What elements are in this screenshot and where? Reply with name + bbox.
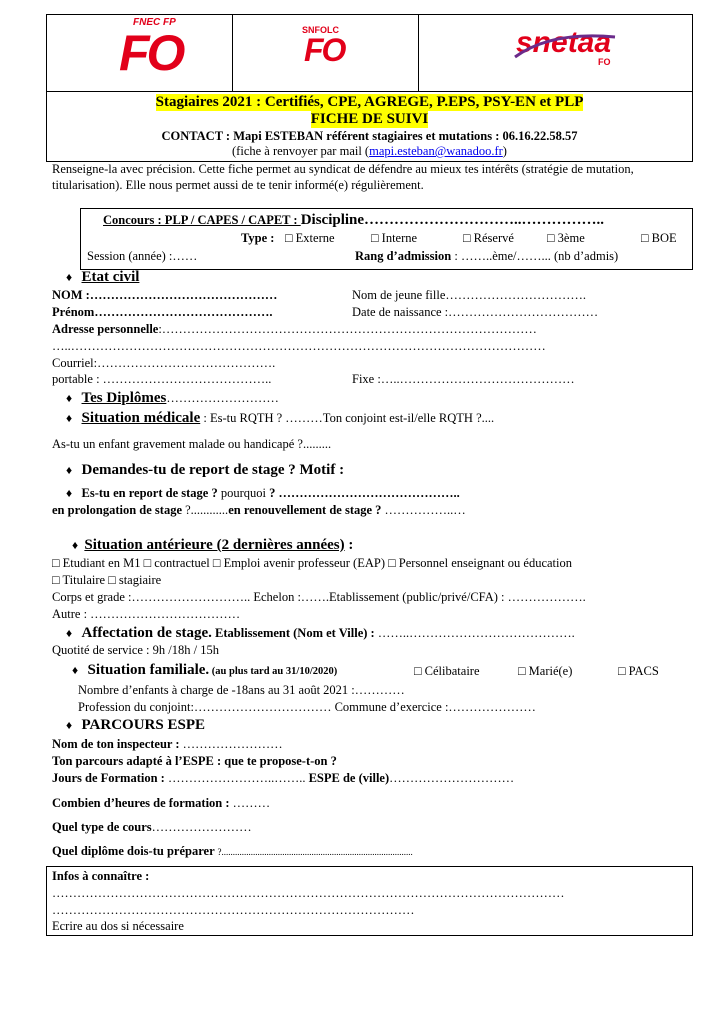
heures-field[interactable]: ……… — [232, 796, 271, 810]
logo-fo-text: FO — [119, 25, 183, 81]
renouvellement-field[interactable]: ……………..… — [384, 503, 466, 517]
etablissement-label: Etablissement (Nom et Ville) : — [211, 626, 378, 640]
prolongation-label: en prolongation de stage — [52, 503, 186, 517]
adresse-line — [52, 322, 537, 337]
intro-line-1: Renseigne-la avec précision. Cette fiche permet au syndicat de défendre au mieux tes intérêts (stratégie de mutation, — [52, 162, 634, 176]
session-field[interactable]: Session (année) :…… — [87, 249, 198, 263]
logo-snetaa-fo-text: FO — [598, 57, 611, 67]
logo-snetaa-fo — [418, 15, 692, 91]
logo-snfolc-text: SNFOLC — [302, 25, 339, 35]
parcours-question: Ton parcours adapté à l’ESPE : que te propose-t-on ? — [52, 754, 337, 768]
mail-suffix: ) — [502, 144, 507, 158]
diplome-label: Quel diplôme dois-tu préparer — [52, 844, 218, 858]
courriel-field[interactable]: Courriel:……………………………………. — [52, 356, 276, 370]
diamond-bullet-icon: ♦ — [66, 391, 73, 405]
diamond-bullet-icon: ♦ — [72, 538, 79, 552]
rang-field[interactable]: : ……..ème/……... (nb d’admis) — [451, 249, 619, 263]
heures-line — [52, 796, 270, 811]
espe-ville-label: ESPE de (ville) — [308, 771, 390, 785]
cours-line — [52, 820, 252, 835]
adresse-label: Adresse personnelle — [52, 322, 159, 336]
concours-label: Concours : PLP / CAPES / CAPET : — [103, 213, 301, 227]
diplome-line — [52, 844, 413, 859]
inspecteur-field[interactable]: …………………… — [182, 737, 283, 751]
diplome-field[interactable]: ?..................................................................................... — [217, 847, 413, 857]
anterieure-options-2[interactable]: □ Titulaire □ stagiaire — [52, 573, 162, 587]
infos-heading: Infos à connaître : — [52, 869, 150, 883]
familiale-note: (au plus tard au 31/10/2020) — [209, 666, 338, 677]
affectation-section — [66, 625, 575, 642]
report-question-label: Es-tu en report de stage ? — [81, 486, 221, 500]
diamond-bullet-icon: ♦ — [66, 626, 73, 640]
title-line-2: FICHE DE SUIVI — [310, 111, 429, 127]
diamond-bullet-icon: ♦ — [66, 463, 73, 477]
contact-line: CONTACT : Mapi ESTEBAN référent stagiaires et mutations : 06.16.22.58.57 — [161, 129, 578, 143]
familiale-option-celibataire[interactable]: □ Célibataire — [414, 664, 480, 678]
diamond-bullet-icon: ♦ — [66, 411, 73, 425]
rqth-question[interactable]: : Es-tu RQTH ? ………Ton conjoint est-il/elle RQTH ?.... — [200, 411, 495, 425]
title-line-1: Stagiaires 2021 : Certifiés, CPE, AGREGE, P.EPS, PSY-EN et PLP — [155, 94, 584, 110]
adresse-field[interactable]: :……………………………………………………………………………… — [158, 322, 537, 336]
header-table — [46, 14, 693, 162]
diamond-bullet-icon: ♦ — [66, 718, 73, 732]
autre-field[interactable]: Autre : ……………………………… — [52, 607, 241, 621]
adresse-field-2[interactable]: …..…………………………………………………………………………………………………… — [52, 339, 546, 353]
medicale-section — [66, 410, 494, 427]
concours-box — [80, 208, 693, 270]
diplomes-title: Tes Diplômes — [81, 390, 167, 406]
quotite-line: Quotité de service : 9h /18h / 15h — [52, 643, 219, 657]
logo-snetaa-text: snetaa — [516, 26, 612, 59]
prenom-field[interactable]: Prénom……………………………………. — [52, 305, 273, 319]
etat-civil-title: Etat civil — [81, 269, 140, 285]
rang-label: Rang d’admission — [355, 249, 452, 263]
etablissement-field[interactable]: ……..…………………………………. — [377, 626, 575, 640]
date-naissance-field[interactable]: Date de naissance :……………………………… — [352, 305, 599, 319]
report-section — [66, 462, 344, 479]
type-option-interne[interactable]: □ Interne — [371, 231, 418, 245]
infos-box — [46, 866, 693, 936]
anterieure-colon: : — [344, 537, 354, 553]
espe-section — [66, 717, 205, 734]
infos-line-1[interactable]: …………………………………………………………………………………………………………… — [52, 886, 565, 900]
report-title: Demandes-tu de report de stage ? Motif : — [81, 462, 345, 478]
type-label: Type : — [241, 231, 275, 245]
diplomes-field[interactable]: ……………………… — [166, 391, 279, 405]
medicale-title: Situation médicale — [81, 410, 201, 426]
portable-field[interactable]: portable : ………………………………….. — [52, 372, 272, 386]
fixe-field[interactable]: Fixe :…..…………………………………… — [352, 372, 575, 386]
prolongation-field[interactable]: ?............ — [185, 503, 229, 517]
espe-ville-field[interactable]: ………………………… — [389, 771, 515, 785]
nom-jeune-fille-field[interactable]: Nom de jeune fille……………………………. — [352, 288, 586, 302]
title-area — [47, 92, 692, 159]
anterieure-title: Situation antérieure (2 dernières années) — [84, 537, 345, 553]
jours-label: Jours de Formation : — [52, 771, 168, 785]
mail-link[interactable]: mapi.esteban@wanadoo.fr — [369, 144, 503, 158]
anterieure-section — [72, 537, 353, 554]
logos-row — [47, 15, 692, 92]
intro-line-2: titularisation). Elle nous permet aussi de te tenir informé(e) régulièrement. — [52, 178, 424, 192]
familiale-section — [72, 662, 337, 679]
discipline-field[interactable]: Discipline…………………………..…………….. — [300, 212, 605, 228]
affectation-title: Affectation de stage. — [81, 625, 212, 641]
report-pourquoi: pourquoi — [220, 486, 266, 500]
infos-note: Ecrire au dos si nécessaire — [52, 919, 184, 933]
enfants-field[interactable]: Nombre d’enfants à charge de -18ans au 31 août 2021 :………… — [78, 683, 405, 697]
familiale-option-pacs[interactable]: □ PACS — [618, 664, 659, 678]
jours-field[interactable]: ……………………..…….. — [167, 771, 309, 785]
type-option-boe[interactable]: □ BOE — [641, 231, 677, 245]
heures-label: Combien d’heures de formation : — [52, 796, 233, 810]
diplomes-section — [66, 390, 279, 407]
diamond-bullet-icon: ♦ — [66, 486, 73, 500]
inspecteur-line — [52, 737, 283, 752]
type-option-externe[interactable]: □ Externe — [285, 231, 335, 245]
nom-field[interactable]: NOM :……………………………………… — [52, 288, 278, 302]
anterieure-options-1[interactable]: □ Etudiant en M1 □ contractuel □ Emploi avenir professeur (EAP) □ Personnel enseignant ou éducation — [52, 556, 572, 570]
report-question-line — [66, 486, 460, 501]
cours-label: Quel type de cours — [52, 820, 152, 834]
inspecteur-label: Nom de ton inspecteur : — [52, 737, 183, 751]
infos-line-2[interactable]: …………………………………………………………………………… — [52, 903, 415, 917]
logo-fnec-text: FNEC FP — [133, 17, 176, 28]
concours-line — [103, 212, 604, 229]
type-option-reserve[interactable]: □ Réservé — [463, 231, 514, 245]
cours-field[interactable]: …………………… — [151, 820, 252, 834]
snetaa-swoosh-icon — [511, 26, 621, 63]
diamond-bullet-icon: ♦ — [66, 270, 73, 284]
mail-prefix: (fiche à renvoyer par mail ( — [232, 144, 370, 158]
espe-title: PARCOURS ESPE — [81, 717, 205, 733]
familiale-option-marie[interactable]: □ Marié(e) — [518, 664, 573, 678]
rang-line — [355, 249, 618, 264]
jours-line — [52, 771, 514, 786]
etat-civil-heading — [66, 269, 139, 286]
logo-fo-small-text: FO — [304, 32, 345, 68]
enfant-question[interactable]: As-tu un enfant gravement malade ou handicapé ?......... — [52, 437, 332, 451]
profession-conjoint-field[interactable]: Profession du conjoint:…………………………… Commune d’exercice :………………… — [78, 700, 536, 714]
prolongation-line — [52, 503, 466, 518]
corps-grade-field[interactable]: Corps et grade :……………………….. Echelon :…….Etablissement (public/privé/CFA) : ………………. — [52, 590, 586, 604]
mail-line — [47, 144, 692, 159]
logo-fnec-fp-fo — [47, 15, 233, 91]
familiale-title: Situation familiale. — [87, 662, 210, 678]
report-field[interactable]: ? …………………………………….. — [265, 486, 460, 500]
renouvellement-label: en renouvellement de stage ? — [228, 503, 385, 517]
type-option-3eme[interactable]: □ 3ème — [547, 231, 585, 245]
logo-snfolc-fo — [232, 15, 419, 91]
diamond-bullet-icon: ♦ — [72, 663, 79, 677]
